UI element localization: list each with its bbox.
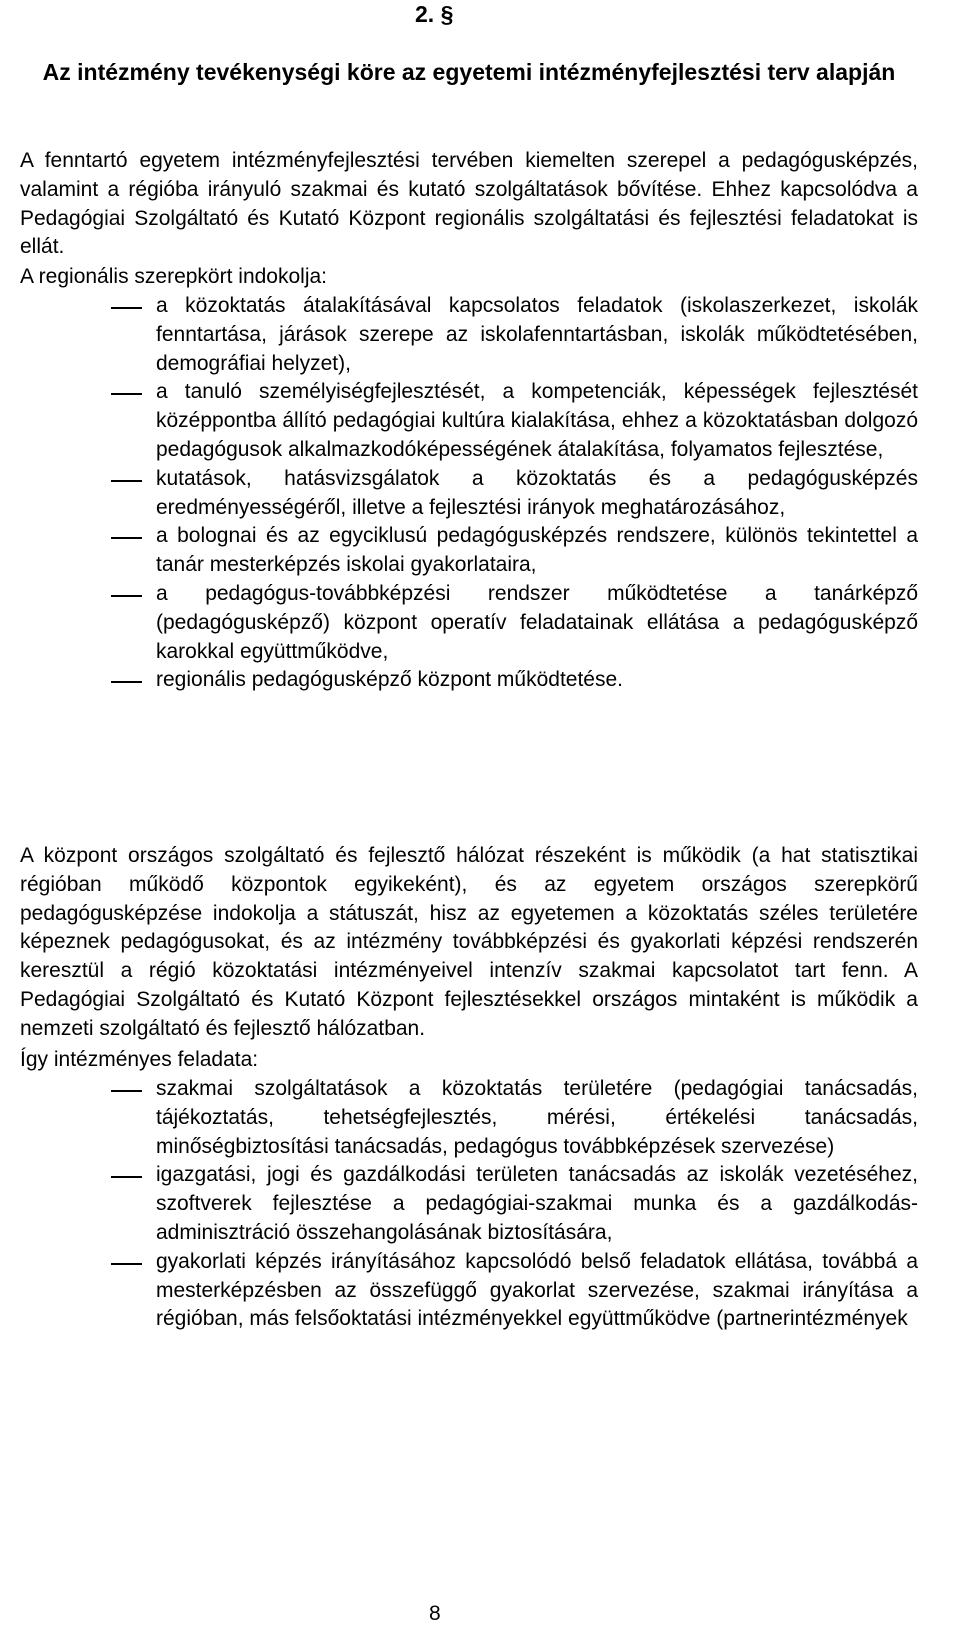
dash-bullet: [111, 537, 142, 539]
tasks-list: [20, 1075, 918, 1334]
dash-bullet: [111, 681, 142, 683]
dash-bullet: [111, 393, 142, 395]
list-item: regionális pedagógusképző központ működtetése.: [20, 666, 918, 695]
page-number: 8: [429, 1602, 441, 1625]
regional-list: [20, 292, 918, 695]
list-item: igazgatási, jogi és gazdálkodási területen tanácsadás az iskolák vezetéséhez, szoftverek fejlesztése a pedagógiai-szakmai munka és a gazdálkodás-adminisztráció összehangolásának biztosítására,: [20, 1161, 918, 1247]
section-number: 2. §: [415, 1, 454, 27]
list-item: gyakorlati képzés irányításához kapcsolódó belső feladatok ellátása, továbbá a mesterképzésben az összefüggő gyakorlat szervezése, szakmai irányítása a régióban, más felsőoktatási intézményekkel együttműködve (partnerintézmények: [20, 1248, 918, 1334]
list-item: a tanuló személyiségfejlesztését, a kompetenciák, képességek fejlesztését középpontba állító pedagógiai kultúra kialakítása, ehhez a közoktatásban dolgozó pedagógusok alkalmazkodóképességének átalakítása, folyamatos fejlesztése,: [20, 378, 918, 464]
national-paragraph: A központ országos szolgáltató és fejlesztő hálózat részeként is működik (a hat statisztikai régióban működő központok egyikeként), és az egyetem országos szerepkörű pedagógusképzése indokolja a státuszát, hisz az egyetemen a közoktatás széles területére képeznek pedagógusokat, és az intézmény továbbképzési és gyakorlati képzési rendszerén keresztül a régió közoktatási intézményeivel intenzív szakmai kapcsolatot tart fenn. A Pedagógiai Szolgáltató és Kutató Központ fejlesztésekkel országos mintaként is működik a nemzeti szolgáltató és fejlesztő hálózatban.: [20, 844, 918, 1040]
regional-lead: A regionális szerepkört indokolja:: [20, 265, 328, 288]
list-item: kutatások, hatásvizsgálatok a közoktatás és a pedagógusképzés eredményességéről, illetve a fejlesztési irányok meghatározásához,: [20, 465, 918, 523]
dash-bullet: [111, 480, 142, 482]
tasks-lead: Így intézményes feladata:: [20, 1048, 259, 1071]
list-item: a közoktatás átalakításával kapcsolatos feladatok (iskolaszerkezet, iskolák fenntartása, járások szerepe az iskolafenntartásban, iskolák működtetésében, demográfiai helyzet),: [20, 292, 918, 378]
dash-bullet: [111, 307, 142, 309]
intro-paragraph: A fenntartó egyetem intézményfejlesztési tervében kiemelten szerepel a pedagógusképzés, valamint a régióba irányuló szakmai és kutató szolgáltatások bővítése. Ehhez kapcsolódva a Pedagógiai Szolgáltató és Kutató Központ regionális szolgáltatási és fejlesztési feladatokat is ellát.: [20, 149, 918, 259]
list-item: szakmai szolgáltatások a közoktatás területére (pedagógiai tanácsadás, tájékoztatás, tehetségfejlesztés, mérési, értékelési tanácsadás, minőségbiztosítási tanácsadás, pedagógus továbbképzések szervezése): [20, 1075, 918, 1161]
dash-bullet: [111, 1176, 142, 1178]
section-title: Az intézmény tevékenységi köre az egyetemi intézményfejlesztési terv alapján: [42, 59, 896, 85]
dash-bullet: [111, 595, 142, 597]
dash-bullet: [111, 1090, 142, 1092]
list-item: a pedagógus-továbbképzési rendszer működtetése a tanárképző (pedagógusképző) központ operatív feladatainak ellátása a pedagógusképző karokkal együttműködve,: [20, 580, 918, 666]
list-item: a bolognai és az egyciklusú pedagógusképzés rendszere, különös tekintettel a tanár mesterképzés iskolai gyakorlataira,: [20, 522, 918, 580]
dash-bullet: [111, 1263, 142, 1265]
